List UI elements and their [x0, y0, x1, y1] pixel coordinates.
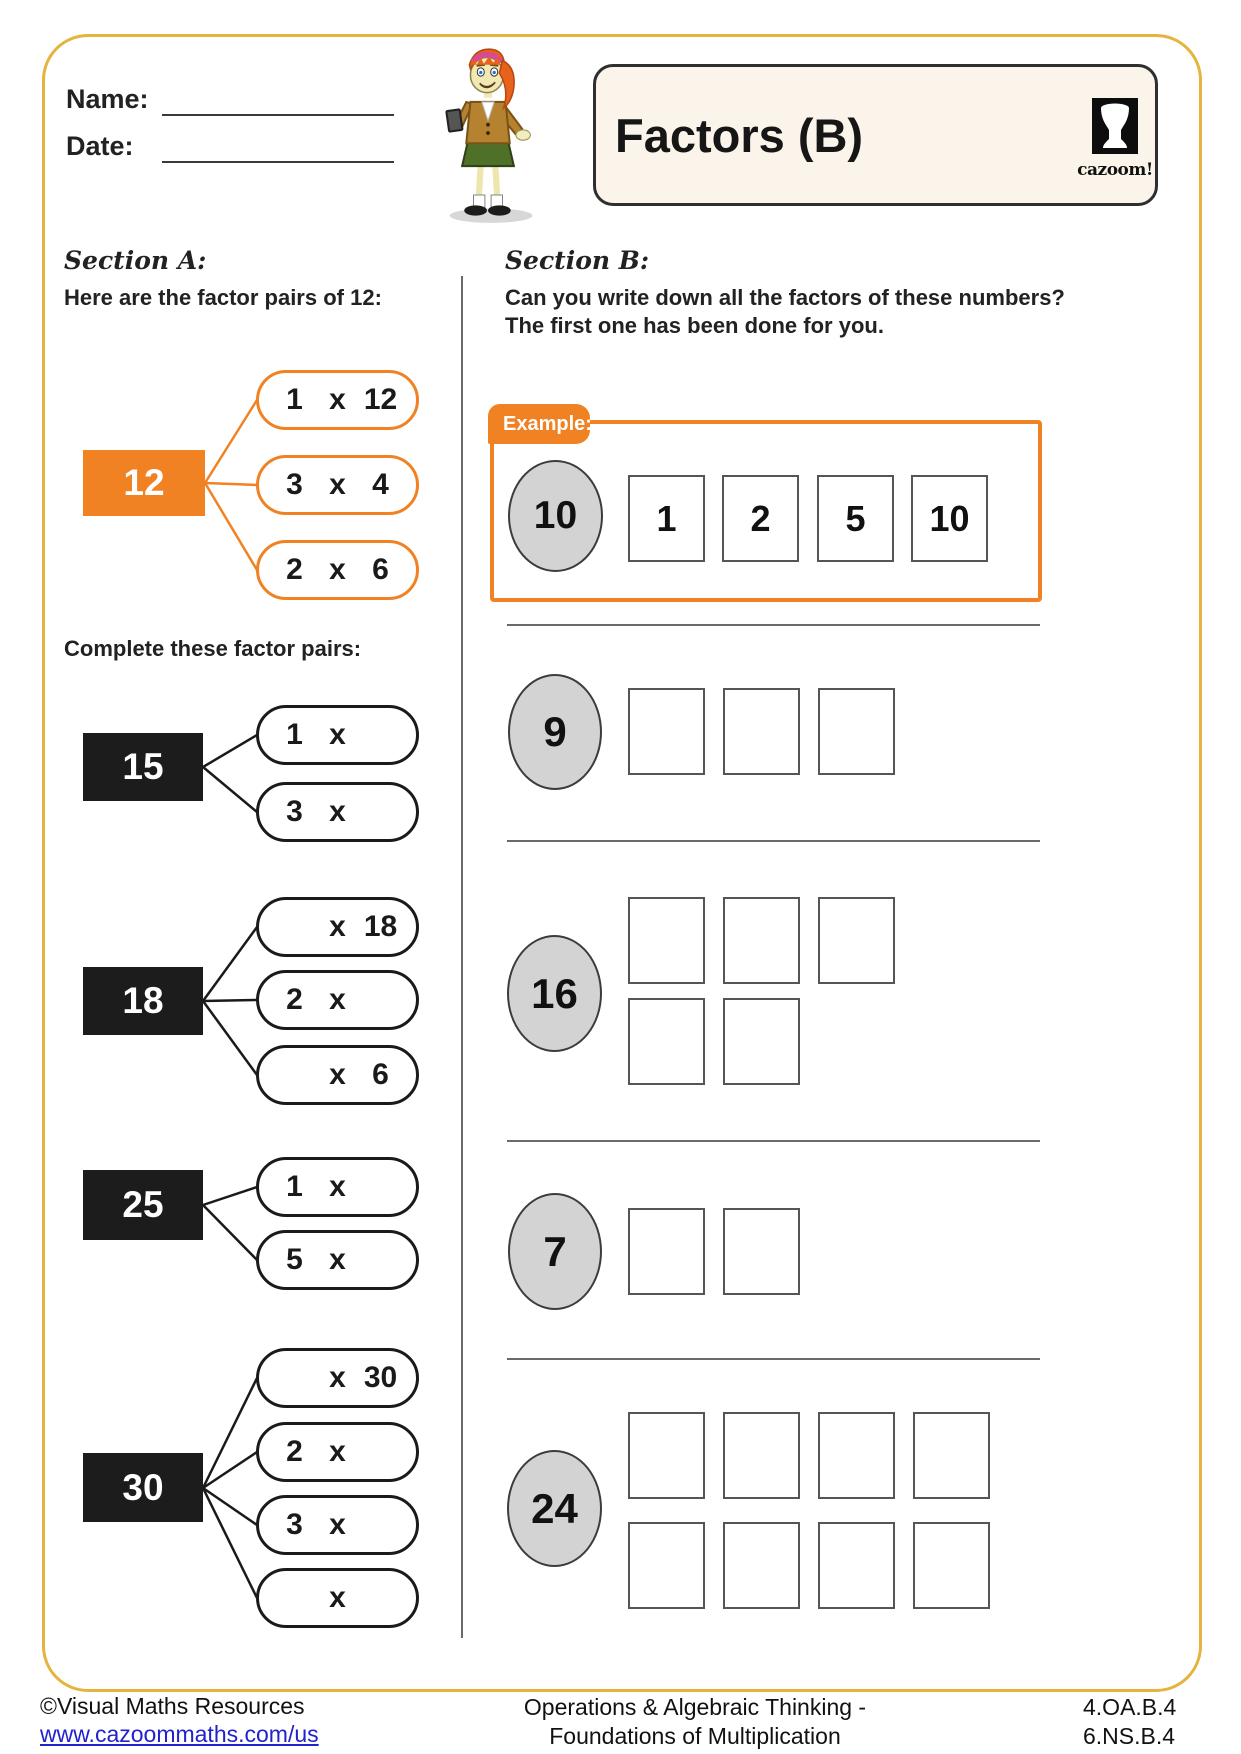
standard-code-2: 6.NS.B.4 [1083, 1723, 1176, 1749]
name-label: Name: [66, 84, 149, 114]
multiply-sign: x [329, 718, 346, 751]
standard-code-1: 4.OA.B.4 [1083, 1694, 1177, 1720]
factor-pair-pill[interactable] [256, 1045, 419, 1105]
multiply-sign: x [329, 1508, 346, 1541]
factor-pair-pill[interactable] [256, 1157, 419, 1217]
example-label: Example: [488, 404, 590, 444]
factor-left: 2 [286, 1435, 303, 1468]
cazoom-logo [1075, 98, 1155, 180]
multiply-sign: x [329, 383, 346, 416]
factor-right: 18 [363, 910, 398, 943]
multiply-sign: x [329, 1435, 346, 1468]
number-circle-16: 16 [507, 935, 602, 1052]
answer-box[interactable] [628, 1522, 705, 1609]
section-a-heading: Section A: [64, 246, 207, 275]
number-box-25: 25 [83, 1170, 203, 1240]
factor-diagram-25 [75, 1150, 425, 1300]
topic-text [430, 1693, 960, 1751]
answer-box[interactable] [628, 1412, 705, 1499]
row-separator [507, 840, 1040, 842]
multiply-sign: x [329, 983, 346, 1016]
factor-right: 6 [372, 1058, 389, 1091]
multiply-sign: x [329, 468, 346, 501]
factor-pair-pill [256, 370, 419, 430]
number-box-30: 30 [83, 1453, 203, 1522]
factor-right: 6 [372, 553, 389, 586]
number-circle-9: 9 [508, 674, 602, 790]
answer-box[interactable] [723, 688, 800, 775]
date-label: Date: [66, 131, 134, 161]
factor-pair-pill[interactable] [256, 1422, 419, 1482]
factor-left: 2 [286, 553, 303, 586]
answer-box[interactable] [913, 1412, 990, 1499]
multiply-sign: x [329, 1170, 346, 1203]
multiply-sign: x [329, 1243, 346, 1276]
factor-left: 2 [286, 983, 303, 1016]
complete-prompt: Complete these factor pairs: [64, 636, 362, 661]
factor-pair-pill[interactable] [256, 1568, 419, 1628]
copyright-text: ©Visual Maths Resources [40, 1693, 305, 1719]
answer-box[interactable] [723, 998, 800, 1085]
factor-box: 1 [628, 475, 705, 562]
number-circle-24: 24 [507, 1450, 602, 1567]
multiply-sign: x [329, 795, 346, 828]
section-b-instructions-line2: The first one has been done for you. [505, 313, 884, 338]
factor-right: 12 [363, 383, 398, 416]
row-separator [507, 1358, 1040, 1360]
answer-box[interactable] [723, 897, 800, 984]
factor-box: 10 [911, 475, 988, 562]
factor-right: 30 [363, 1361, 398, 1394]
date-line[interactable] [162, 133, 394, 163]
multiply-sign: x [329, 910, 346, 943]
factor-pair-pill[interactable] [256, 1348, 419, 1408]
factor-left: 3 [286, 468, 303, 501]
answer-box[interactable] [818, 897, 895, 984]
factor-pair-pill [256, 540, 419, 600]
factor-box: 2 [722, 475, 799, 562]
number-box-12: 12 [83, 450, 205, 516]
logo-wordmark: cazoom! [1077, 160, 1153, 180]
answer-box[interactable] [913, 1522, 990, 1609]
row-separator [507, 1140, 1040, 1142]
factor-pair-pill[interactable] [256, 1495, 419, 1555]
factor-left: 1 [286, 383, 303, 416]
multiply-sign: x [329, 553, 346, 586]
factor-left: 5 [286, 1243, 303, 1276]
page-title: Factors (B) [615, 108, 864, 162]
answer-box[interactable] [628, 688, 705, 775]
answer-box[interactable] [723, 1208, 800, 1295]
factor-pair-pill[interactable] [256, 782, 419, 842]
factor-right: 4 [372, 468, 389, 501]
topic-line2: Foundations of Multiplication [549, 1723, 841, 1749]
answer-box[interactable] [818, 1522, 895, 1609]
factor-box: 5 [817, 475, 894, 562]
factor-left: 1 [286, 1170, 303, 1203]
topic-line1: Operations & Algebraic Thinking - [523, 1694, 867, 1720]
number-circle-7: 7 [508, 1193, 602, 1310]
section-a-intro: Here are the factor pairs of 12: [64, 285, 382, 310]
section-b-heading: Section B: [505, 246, 650, 275]
section-b-instructions-line1: Can you write down all the factors of these numbers? [505, 285, 1065, 310]
factor-diagram-15 [75, 695, 425, 860]
row-separator [507, 624, 1040, 626]
multiply-sign: x [329, 1361, 346, 1394]
number-box-15: 15 [83, 733, 203, 801]
multiply-sign: x [329, 1581, 346, 1614]
factor-pair-pill[interactable] [256, 705, 419, 765]
factor-pair-pill[interactable] [256, 1230, 419, 1290]
factor-pair-pill[interactable] [256, 970, 419, 1030]
factor-left: 1 [286, 718, 303, 751]
factor-left: 3 [286, 795, 303, 828]
name-line[interactable] [162, 86, 394, 116]
factor-pair-pill [256, 455, 419, 515]
girl-mascot-illustration [418, 42, 558, 226]
answer-box[interactable] [723, 1412, 800, 1499]
answer-box[interactable] [628, 897, 705, 984]
answer-box[interactable] [628, 1208, 705, 1295]
answer-box[interactable] [723, 1522, 800, 1609]
answer-box[interactable] [818, 688, 895, 775]
factor-pair-pill[interactable] [256, 897, 419, 957]
drum-icon [1092, 98, 1138, 154]
column-divider [461, 276, 463, 1638]
answer-box[interactable] [628, 998, 705, 1085]
website-link[interactable]: www.cazoommaths.com/us [40, 1721, 319, 1747]
factor-diagram-30 [75, 1340, 425, 1632]
answer-box[interactable] [818, 1412, 895, 1499]
factor-diagram-18 [75, 890, 425, 1110]
factor-diagram-12 [75, 340, 425, 606]
factor-left: 3 [286, 1508, 303, 1541]
multiply-sign: x [329, 1058, 346, 1091]
standards-text [1083, 1693, 1176, 1751]
number-circle-10: 10 [508, 460, 603, 572]
number-box-18: 18 [83, 967, 203, 1035]
